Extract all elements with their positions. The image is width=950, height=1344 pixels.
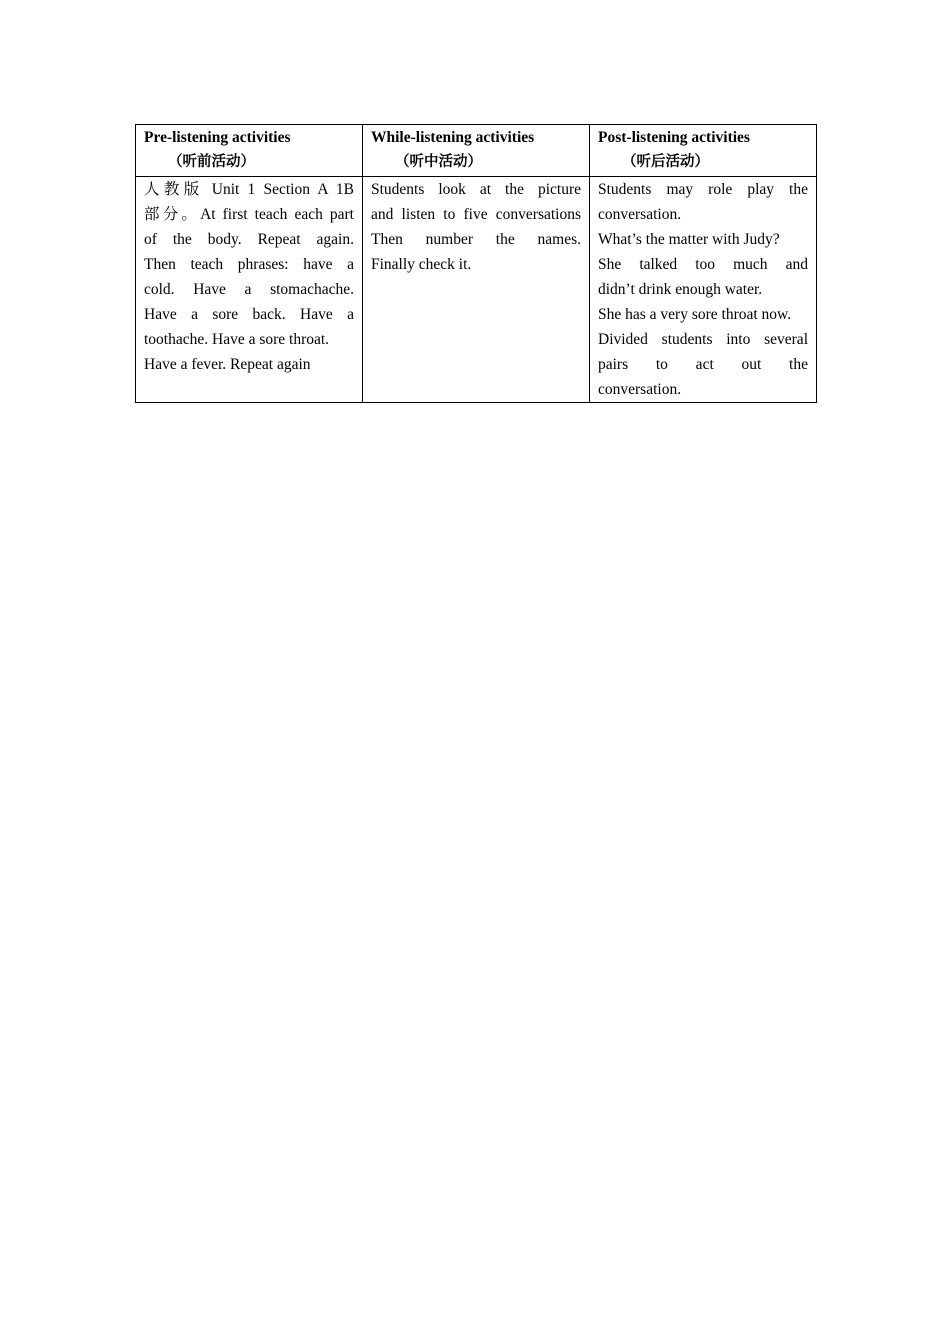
post-line: didn’t drink enough water. [598, 281, 763, 298]
table-header-row [136, 125, 817, 177]
pre-line: cold. Have a stomachache. [144, 281, 354, 298]
cell-while-listening [363, 177, 590, 403]
post-line: She has a very sore throat now. [598, 306, 792, 323]
post-line: Divided students into several [598, 331, 808, 348]
table-body-row [136, 177, 817, 403]
listening-activities-table [135, 124, 817, 403]
cell-pre-listening [136, 177, 363, 403]
post-line: What’s the matter with Judy? [598, 231, 780, 248]
pre-line: 人教版 Unit 1 Section A 1B [144, 181, 354, 198]
header-while-listening-cn: （听中活动） [395, 154, 482, 170]
header-post-listening-cn: （听后活动） [622, 154, 709, 170]
pre-line: Have a sore back. Have a [144, 306, 354, 323]
cell-post-listening [590, 177, 817, 403]
while-line: Students look at the picture [371, 181, 581, 198]
pre-line: Then teach phrases: have a [144, 256, 354, 273]
pre-line: 部分。At first teach each part [144, 206, 354, 223]
header-while-listening-en: While-listening activities [371, 129, 535, 146]
while-line: Finally check it. [371, 256, 472, 273]
post-line: conversation. [598, 381, 682, 398]
header-post-listening [590, 125, 817, 177]
pre-line: Have a fever. Repeat again [144, 356, 311, 373]
post-line: conversation. [598, 206, 682, 223]
header-post-listening-en: Post-listening activities [598, 129, 750, 146]
post-line: She talked too much and [598, 256, 808, 273]
header-while-listening [363, 125, 590, 177]
header-pre-listening [136, 125, 363, 177]
post-line: Students may role play the [598, 181, 808, 198]
pre-line: of the body. Repeat again. [144, 231, 354, 248]
header-pre-listening-cn: （听前活动） [168, 154, 255, 170]
header-pre-listening-en: Pre-listening activities [144, 129, 291, 146]
pre-line: toothache. Have a sore throat. [144, 331, 330, 348]
while-line: and listen to five conversations [371, 206, 581, 223]
while-line: Then number the names. [371, 231, 581, 248]
post-line: pairs to act out the [598, 356, 808, 373]
